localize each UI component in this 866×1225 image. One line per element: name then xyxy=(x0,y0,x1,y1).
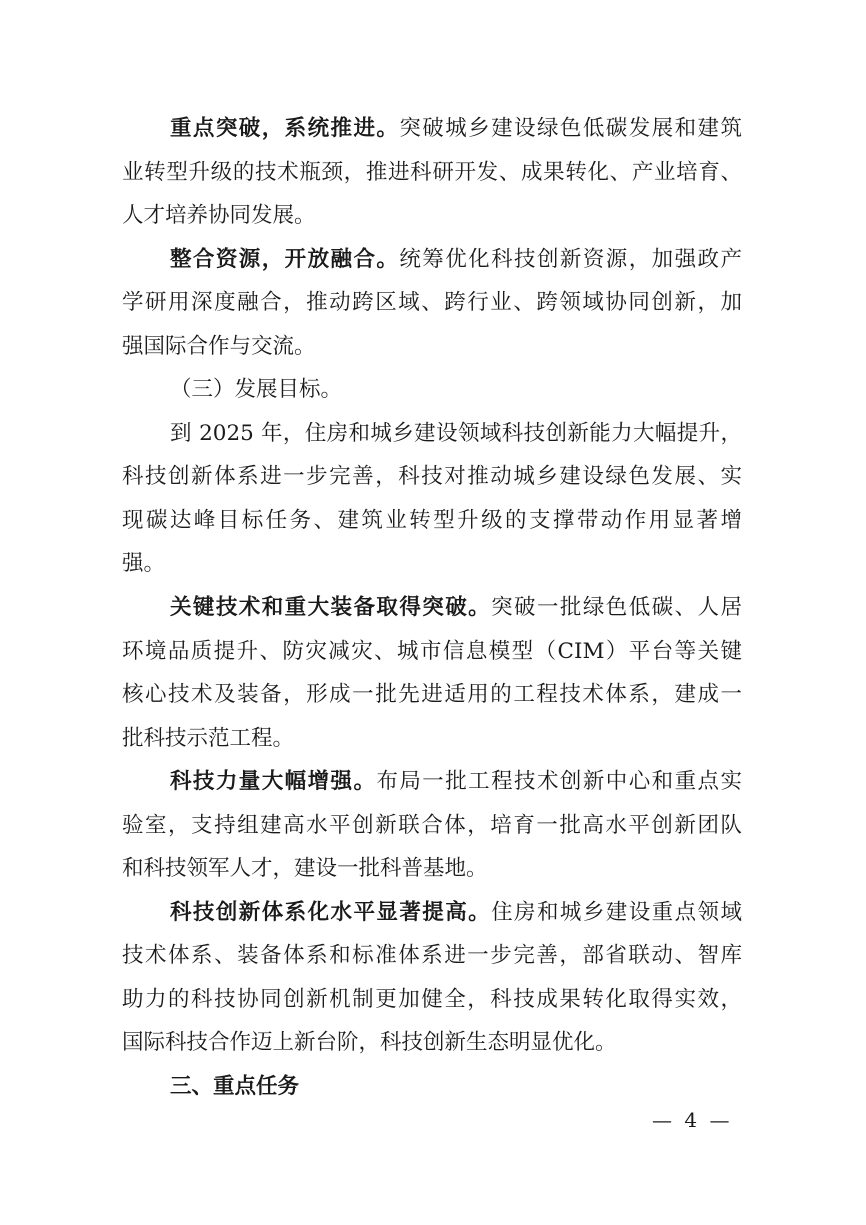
paragraph-lead: 关键技术和重大装备取得突破。 xyxy=(170,595,492,621)
paragraph-line: 科技创新体系进一步完善，科技对推动城乡建设绿色发展、实 xyxy=(122,464,742,490)
paragraph-first-line xyxy=(122,760,742,804)
paragraph-line: 助力的科技协同创新机制更加健全，科技成果转化取得实效， xyxy=(122,986,742,1012)
paragraph-line: 环境品质提升、防灾减灾、城市信息模型（CIM）平台等关键 xyxy=(122,638,742,664)
paragraph-text: 突破城乡建设绿色低碳发展和建筑 xyxy=(399,116,742,141)
paragraph-text: 统筹优化科技创新资源，加强政产 xyxy=(399,246,742,272)
paragraph-line: 强国际合作与交流。 xyxy=(122,333,316,359)
paragraph-line: 人才培养协同发展。 xyxy=(122,203,316,229)
paragraph-first-line xyxy=(122,586,742,630)
paragraph-first-line xyxy=(122,107,742,151)
paragraph-lead: 重点突破，系统推进。 xyxy=(170,116,400,141)
paragraph-line: 国际科技合作迈上新台阶，科技创新生态明显优化。 xyxy=(122,1030,617,1056)
paragraph-line: 强。 xyxy=(122,551,166,577)
paragraph-lead: 整合资源，开放融合。 xyxy=(170,246,400,272)
page-number: — 4 — xyxy=(652,1108,733,1132)
section-heading: 三、重点任务 xyxy=(170,1074,300,1100)
paragraph-line: 学研用深度融合，推动跨区域、跨行业、跨领域协同创新，加 xyxy=(122,290,742,316)
paragraph-line: 业转型升级的技术瓶颈，推进科研开发、成果转化、产业培育、 xyxy=(122,159,742,185)
paragraph-line: 核心技术及装备，形成一批先进适用的工程技术体系，建成一 xyxy=(122,682,742,708)
paragraph-line: 批科技示范工程。 xyxy=(122,725,295,751)
paragraph-lead: 科技力量大幅增强。 xyxy=(170,769,377,795)
paragraph-first-line: 到 2025 年，住房和城乡建设领域科技创新能力大幅提升， xyxy=(170,420,742,446)
paragraph-line: 验室，支持组建高水平创新联合体，培育一批高水平创新团队 xyxy=(122,812,742,838)
paragraph-text: 突破一批绿色低碳、人居 xyxy=(491,595,742,621)
section-subheading: （三）发展目标。 xyxy=(170,377,343,403)
paragraph-line: 现碳达峰目标任务、建筑业转型升级的支撑带动作用显著增 xyxy=(122,507,742,533)
paragraph-line: 和科技领军人才，建设一批科普基地。 xyxy=(122,856,488,882)
paragraph-line: 技术体系、装备体系和标准体系进一步完善，部省联动、智库 xyxy=(122,943,742,969)
document-body xyxy=(122,107,742,1109)
paragraph-first-line xyxy=(122,238,742,282)
paragraph-first-line xyxy=(122,891,742,935)
paragraph-text: 住房和城乡建设重点领域 xyxy=(491,899,742,925)
paragraph-text: 布局一批工程技术创新中心和重点实 xyxy=(376,769,742,795)
paragraph-lead: 科技创新体系化水平显著提高。 xyxy=(170,899,492,925)
